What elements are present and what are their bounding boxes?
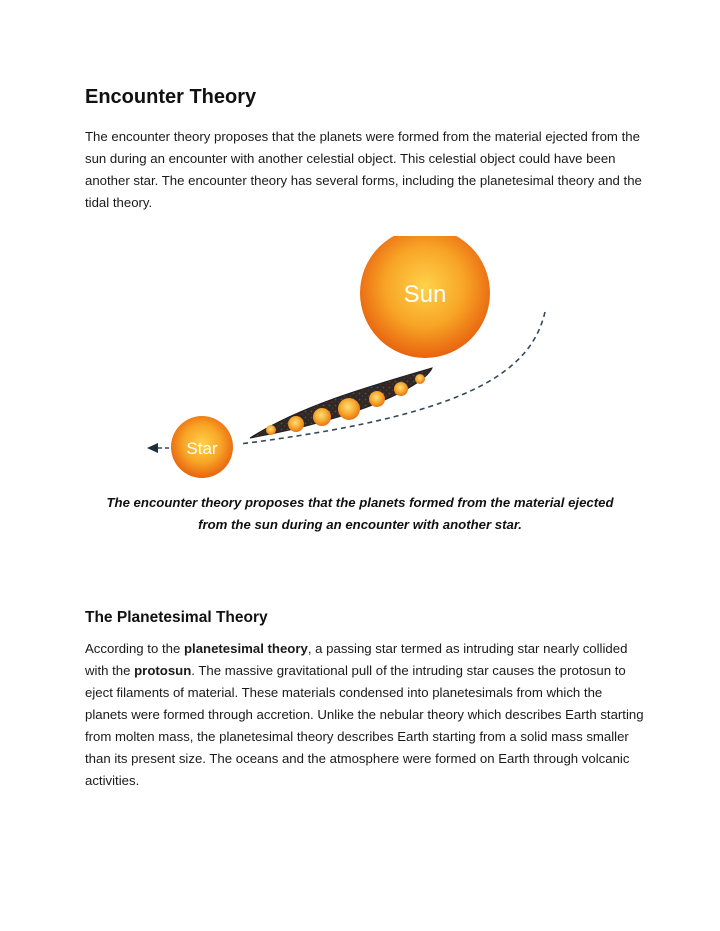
planetesimal-blob bbox=[369, 391, 385, 407]
planetesimal-blob bbox=[266, 425, 276, 435]
section-title-planetesimal-theory: The Planetesimal Theory bbox=[85, 609, 268, 626]
planetesimal-blob bbox=[338, 398, 360, 420]
section-title-encounter-theory: Encounter Theory bbox=[85, 86, 257, 108]
paragraph-text: , a passing star termed as intruding star nearly collided with the bbox=[85, 641, 628, 678]
paragraph-text: According to the bbox=[85, 641, 184, 656]
bold-term-protosun: protosun bbox=[134, 663, 192, 678]
paragraph-text: . The massive gravitational pull of the intruding star causes the protosun to eject filaments of material. These materials condensed into planetesimals from which the planets were formed through accretion. Unlike the nebular theory which describes Earth starting from molten mass, the planetesimal theory describes Earth starting from a solid mass smaller than its present size. The oceans and the atmosphere were formed on Earth through volcanic activities. bbox=[85, 663, 644, 788]
planetesimal-blob bbox=[394, 382, 408, 396]
illustration-svg bbox=[130, 236, 570, 486]
planetesimal-blob bbox=[288, 416, 304, 432]
planetesimal-blob bbox=[415, 374, 425, 384]
star-label: Star bbox=[186, 439, 218, 458]
sun-label: Sun bbox=[403, 281, 447, 308]
figure-caption: The encounter theory proposes that the planets formed from the material ejected from the sun during an encounter with another star. bbox=[106, 495, 614, 532]
planetesimal-theory-paragraph bbox=[85, 638, 645, 792]
encounter-theory-illustration bbox=[130, 236, 570, 486]
trajectory-arrowhead bbox=[147, 443, 158, 453]
planetesimal-blob bbox=[313, 408, 331, 426]
encounter-theory-paragraph: The encounter theory proposes that the planets were formed from the material ejected from the sun during an encounter with another celestial object. This celestial object could have been another star. The encounter theory has several forms, including the planetesimal theory and the tidal theory. bbox=[85, 129, 642, 210]
bold-term-planetesimal-theory: planetesimal theory bbox=[183, 641, 308, 656]
